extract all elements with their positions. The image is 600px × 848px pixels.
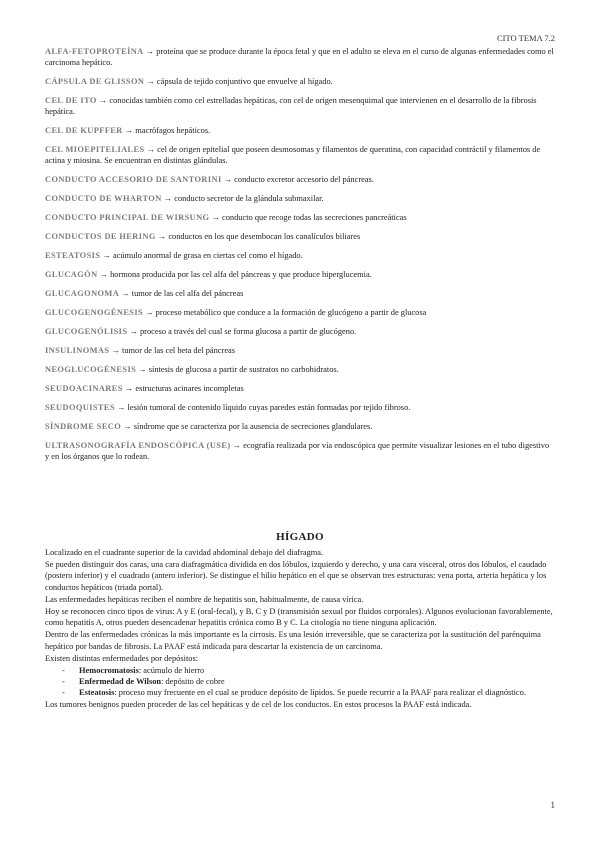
glossary-term: SÍNDROME SECO (45, 422, 122, 431)
glossary-term: SEUDOQUISTES (45, 403, 115, 412)
glossary-definition: ecografía realizada por vía endoscópica que permite visualizar lesiones en el tubo digestivo y en los órganos que lo rodean. (45, 441, 550, 461)
glossary-term: CONDUCTO DE WHARTON (45, 194, 162, 203)
arrow-icon: → (146, 145, 156, 154)
glossary-term: ESTEATOSIS (45, 251, 101, 260)
glossary-definition: macrófagos hepáticos. (135, 126, 211, 135)
arrow-icon: → (117, 403, 126, 412)
arrow-icon: → (211, 213, 220, 222)
glossary-term: CÁPSULA DE GLISSON (45, 77, 145, 86)
deposit-definition: : acúmulo de hierro (138, 666, 205, 676)
glossary-definition: tumor de las cel alfa del páncreas (131, 289, 244, 298)
glossary-entry (45, 144, 555, 166)
arrow-icon: → (145, 308, 154, 317)
deposit-term: Esteatosis (79, 688, 115, 698)
glossary-entry (45, 193, 555, 204)
glossary-entry (45, 95, 555, 117)
glossary-definition: tumor de las cel beta del páncreas (122, 346, 236, 355)
deposit-definition: : depósito de cobre (161, 677, 225, 687)
glossary-entry (45, 345, 555, 356)
glossary-entry (45, 288, 555, 299)
glossary-entry (45, 46, 555, 68)
paragraph: Dentro de las enfermedades crónicas la más importante es la cirrosis. Es una lesión irreversible, que se caracteriza por la sustitución del parénquima hepático por bandas de fibrosis. La PAAF está indicada para descartar la existencia de un carcinoma. (45, 630, 541, 651)
paragraph: Localizado en el cuadrante superior de la cavidad abdominal debajo del diafragma. (45, 548, 324, 557)
glossary-definition: proceso a través del cual se forma glucosa a partir de glucógeno. (139, 327, 357, 336)
glossary-definition: conducto secretor de la glándula submaxilar. (174, 194, 324, 203)
glossary-entry (45, 125, 555, 136)
arrow-icon: → (123, 422, 132, 431)
arrow-icon: → (99, 270, 108, 279)
glossary-entry (45, 174, 555, 185)
arrow-icon: → (232, 441, 242, 450)
glossary-entry (45, 421, 555, 432)
glossary-definition: acúmulo anormal de grasa en ciertas cel como el hígado. (112, 251, 303, 260)
glossary-entry (45, 231, 555, 242)
glossary-term: SEUDOACINARES (45, 384, 123, 393)
glossary-entry (45, 76, 555, 87)
glossary-definition: proteína que se produce durante la época fetal y que en el adulto se eleva en el curso de algunas enfermedades como el carcinoma hepático. (45, 47, 554, 67)
arrow-icon: → (146, 77, 155, 86)
glossary-definition: conducto excretor accesorio del páncreas. (234, 175, 374, 184)
glossary-entry (45, 364, 555, 375)
glossary-term: NEOGLUCOGÉNESIS (45, 365, 137, 374)
glossary-term: CEL DE ITO (45, 96, 97, 105)
glossary-definition: síndrome que se caracteriza por la ausencia de secreciones glandulares. (133, 422, 373, 431)
glossary-term: ALFA-FETOPROTEÍNA (45, 47, 144, 56)
glossary-entry (45, 212, 555, 223)
arrow-icon: → (124, 384, 134, 393)
glossary-entry (45, 402, 555, 413)
arrow-icon: → (223, 175, 233, 184)
glossary-definition: síntesis de glucosa a partir de sustratos no carbohidratos. (148, 365, 339, 374)
glossary-entry (45, 269, 555, 280)
arrow-icon: → (111, 346, 120, 355)
glossary (45, 46, 555, 470)
arrow-icon: → (121, 289, 130, 298)
glossary-entry (45, 307, 555, 318)
dash-bullet-icon: - (62, 677, 65, 687)
glossary-term: CEL MIOEPITELIALES (45, 145, 145, 154)
glossary-definition: lesión tumoral de contenido líquido cuyas paredes están formadas por tejido fibroso. (127, 403, 411, 412)
arrow-icon: → (163, 194, 173, 203)
list-item (45, 665, 555, 676)
glossary-entry (45, 440, 555, 462)
glossary-term: GLUCOGENOGÉNESIS (45, 308, 144, 317)
glossary-definition: conocidas también como cel estrelladas hepáticas, con cel de origen mesenquimal que intervienen en el desarrollo de la fibrosis hepática. (45, 96, 537, 116)
glossary-definition: conducto que recoge todas las secreciones pancreáticas (222, 213, 407, 222)
paragraph: Hoy se reconocen cinco tipos de virus: A y E (oral-fecal), y B, C y D (transmisión sexual por fluidos corporales). Algunos evolucionan favorablemente, como hepatitis A, otros pueden desencadenar hepatitis crónica como B y C. La citología no tiene ninguna aplicación. (45, 607, 553, 628)
deposit-term: Enfermedad de Wilson (79, 677, 162, 687)
arrow-icon: → (157, 232, 167, 241)
glossary-term: CONDUCTO ACCESORIO DE SANTORINI (45, 175, 222, 184)
deposit-list (45, 665, 555, 699)
page-number: 1 (550, 800, 555, 810)
glossary-definition: estructuras acinares incompletas (135, 384, 244, 393)
glossary-entry (45, 383, 555, 394)
glossary-term: CEL DE KUPFFER (45, 126, 123, 135)
glossary-term: CONDUCTOS DE HERING (45, 232, 156, 241)
glossary-term: INSULINOMAS (45, 346, 110, 355)
deposit-definition: : proceso muy frecuente en el cual se produce depósito de lípidos. Se puede recurrir a la PAAF para realizar el diagnóstico. (114, 688, 526, 698)
glossary-definition: cápsula de tejido conjuntivo que envuelve al hígado. (156, 77, 333, 86)
glossary-definition: hormona producida por las cel alfa del páncreas y que produce hiperglucemia. (110, 270, 372, 279)
dash-bullet-icon: - (62, 688, 65, 698)
paragraph: Los tumores benignos pueden proceder de las cel hepáticas y de cel de los conductos. En estos procesos la PAAF está indicada. (45, 699, 472, 709)
paragraph: Existen distintas enfermedades por depósitos: (45, 653, 199, 663)
paragraph: Se pueden distinguir dos caras, una cara diafragmática dividida en dos lóbulos, izquierdo y derecho, y una cara visceral, otros dos lóbulos, el caudado (postero inferior) y el cuadrado (antero inferior). Se distingue el hilio hepático en el que se observan tres estructuras: vena porta, arteria hepática y los conductos hepáticos (triada portal). (45, 560, 547, 592)
glossary-term: GLUCOGENÓLISIS (45, 327, 128, 336)
arrow-icon: → (102, 251, 111, 260)
arrow-icon: → (124, 126, 134, 135)
list-item (45, 676, 555, 687)
glossary-term: CONDUCTO PRINCIPAL DE WIRSUNG (45, 213, 210, 222)
arrow-icon: → (138, 365, 147, 374)
glossary-definition: conductos en los que desembocan los canalículos biliares (168, 232, 361, 241)
section-higado (45, 531, 555, 711)
document-header: CITO TEMA 7.2 (496, 33, 555, 43)
section-title: HÍGADO (276, 531, 324, 543)
glossary-entry (45, 250, 555, 261)
arrow-icon: → (129, 327, 138, 336)
deposit-term: Hemocromatosis (79, 666, 139, 676)
paragraph: Las enfermedades hepáticas reciben el nombre de hepatitis son, habitualmente, de causa vírica. (45, 594, 364, 604)
arrow-icon: → (98, 96, 108, 105)
list-item (45, 687, 555, 698)
glossary-term: ULTRASONOGRAFÍA ENDOSCÓPICA (USE) (45, 441, 231, 450)
arrow-icon: → (145, 47, 155, 56)
glossary-term: GLUCAGÓN (45, 270, 98, 279)
glossary-definition: cel de origen epitelial que poseen desmosomas y filamentos de queratina, con capacidad contráctil y filamentos de actina y miosina. Se encuentran en distintas glándulas. (45, 145, 541, 165)
glossary-definition: proceso metabólico que conduce a la formación de glucógeno a partir de glucosa (155, 308, 427, 317)
glossary-term: GLUCAGONOMA (45, 289, 120, 298)
dash-bullet-icon: - (62, 666, 65, 676)
glossary-entry (45, 326, 555, 337)
